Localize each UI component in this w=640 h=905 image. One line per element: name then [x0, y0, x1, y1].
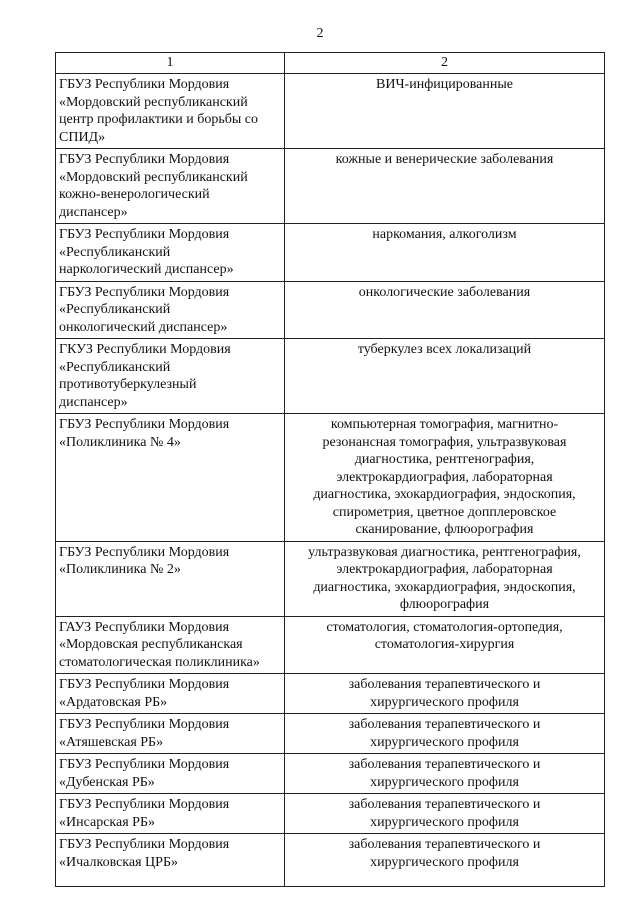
institutions-table — [55, 52, 605, 887]
institution-cell — [56, 74, 285, 149]
specialization-cell — [285, 616, 605, 674]
specialization-cell — [285, 754, 605, 794]
specialization-line: хирургического профиля — [370, 854, 519, 870]
specialization-line: резонансная томография, ультразвуковая — [322, 434, 567, 450]
column-header: 2 — [285, 53, 605, 74]
specialization-line: электрокардиография, лабораторная — [336, 469, 553, 485]
specialization-line: спирометрия, цветное допплеровское — [332, 504, 557, 520]
table-row — [56, 149, 605, 224]
institution-cell — [56, 674, 285, 714]
table-row — [56, 834, 605, 887]
specialization-line: компьютерная томография, магнитно- — [330, 417, 559, 432]
table-row — [56, 541, 605, 616]
institution-line: ГБУЗ Республики Мордовия — [59, 77, 230, 92]
institution-cell — [56, 339, 285, 414]
institution-line: «Республиканский — [59, 244, 171, 260]
specialization-cell — [285, 414, 605, 542]
specialization-cell — [285, 794, 605, 834]
institution-line: ГКУЗ Республики Мордовия — [59, 342, 231, 357]
institution-line: ГБУЗ Республики Мордовия — [59, 417, 230, 432]
institution-line: «Мордовский республиканский — [59, 169, 248, 185]
institution-cell — [56, 149, 285, 224]
specialization-line: заболевания терапевтического и — [348, 677, 541, 692]
institution-line: «Ичалковская ЦРБ» — [59, 854, 178, 870]
institution-line: ГБУЗ Республики Мордовия — [59, 284, 230, 300]
institution-line: ГБУЗ Республики Мордовия — [59, 717, 230, 732]
institution-cell — [56, 281, 285, 339]
table-row — [56, 74, 605, 149]
specialization-line: стоматология, стоматология-ортопедия, — [326, 619, 563, 635]
institution-line: «Республиканский — [59, 302, 171, 317]
specialization-line: стоматология-хирургия — [374, 637, 515, 652]
specialization-line: диагностика, эхокардиография, эндоскопия, — [313, 579, 576, 595]
institution-line: «Поликлиника № 4» — [59, 434, 181, 450]
institution-cell — [56, 616, 285, 674]
specialization-line: электрокардиография, лабораторная — [336, 562, 553, 577]
specialization-line: хирургического профиля — [370, 774, 519, 790]
table-row — [56, 414, 605, 542]
table-row — [56, 674, 605, 714]
specialization-line: ВИЧ-инфицированные — [376, 77, 513, 92]
institution-cell — [56, 414, 285, 542]
header-row — [56, 53, 605, 74]
specialization-line: диагностика, рентгенография, — [354, 452, 535, 467]
specialization-cell — [285, 339, 605, 414]
institution-line: ГБУЗ Республики Мордовия — [59, 227, 230, 242]
specialization-line: диагностика, эхокардиография, эндоскопия, — [313, 487, 576, 502]
institution-line: «Мордовская республиканская — [59, 637, 243, 652]
institution-line: «Инсарская РБ» — [59, 814, 155, 830]
institution-line: ГБУЗ Республики Мордовия — [59, 544, 230, 560]
table-row — [56, 224, 605, 282]
table-row — [56, 714, 605, 754]
institution-line: противотуберкулезный — [59, 377, 197, 392]
institution-line: центр профилактики и борьбы со — [59, 112, 259, 127]
institution-cell — [56, 754, 285, 794]
institution-line: ГАУЗ Республики Мордовия — [59, 619, 230, 635]
institution-cell — [56, 541, 285, 616]
institution-line: диспансер» — [59, 204, 128, 220]
institution-line: ГБУЗ Республики Мордовия — [59, 152, 230, 167]
specialization-line: сканирование, флюорография — [355, 522, 534, 537]
specialization-line: кожные и венерические заболевания — [335, 152, 554, 167]
institution-line: СПИД» — [59, 129, 106, 145]
specialization-cell — [285, 281, 605, 339]
page-number: 2 — [316, 26, 324, 41]
institution-line: ГБУЗ Республики Мордовия — [59, 757, 230, 772]
institution-line: «Мордовский республиканский — [59, 94, 248, 110]
institution-line: «Республиканский — [59, 359, 171, 375]
specialization-line: заболевания терапевтического и — [348, 757, 541, 772]
column-header: 1 — [56, 53, 285, 74]
institution-cell — [56, 714, 285, 754]
specialization-line: флюорография — [399, 597, 490, 612]
specialization-line: заболевания терапевтического и — [348, 797, 541, 812]
specialization-line: хирургического профиля — [370, 694, 519, 710]
institution-cell — [56, 224, 285, 282]
specialization-line: заболевания терапевтического и — [348, 837, 541, 852]
specialization-cell — [285, 74, 605, 149]
table-row — [56, 616, 605, 674]
institution-line: диспансер» — [59, 394, 128, 410]
table-row — [56, 754, 605, 794]
institution-line: наркологический диспансер» — [59, 262, 234, 277]
institution-line: «Дубенская РБ» — [59, 774, 155, 790]
institution-line: ГБУЗ Республики Мордовия — [59, 837, 230, 852]
institution-line: стоматологическая поликлиника» — [59, 654, 260, 670]
table-row — [56, 281, 605, 339]
institution-cell — [56, 794, 285, 834]
institution-cell — [56, 834, 285, 887]
table-row — [56, 339, 605, 414]
specialization-line: ультразвуковая диагностика, рентгенография, — [308, 544, 581, 560]
specialization-line: наркомания, алкоголизм — [372, 227, 517, 242]
specialization-cell — [285, 834, 605, 887]
specialization-cell — [285, 674, 605, 714]
institution-line: ГБУЗ Республики Мордовия — [59, 677, 230, 692]
specialization-cell — [285, 224, 605, 282]
specialization-line: хирургического профиля — [370, 814, 519, 830]
institution-line: «Поликлиника № 2» — [59, 562, 181, 577]
institution-line: «Ардатовская РБ» — [59, 694, 168, 710]
institution-line: онкологический диспансер» — [59, 319, 228, 335]
specialization-line: заболевания терапевтического и — [348, 717, 541, 732]
specialization-line: онкологические заболевания — [358, 284, 531, 300]
table-row — [56, 794, 605, 834]
specialization-cell — [285, 714, 605, 754]
specialization-cell — [285, 149, 605, 224]
institution-line: «Атяшевская РБ» — [59, 734, 164, 750]
specialization-line: хирургического профиля — [370, 734, 519, 750]
institution-line: ГБУЗ Республики Мордовия — [59, 797, 230, 812]
institution-line: кожно-венерологический — [59, 187, 210, 202]
specialization-line: туберкулез всех локализаций — [357, 342, 532, 357]
specialization-cell — [285, 541, 605, 616]
